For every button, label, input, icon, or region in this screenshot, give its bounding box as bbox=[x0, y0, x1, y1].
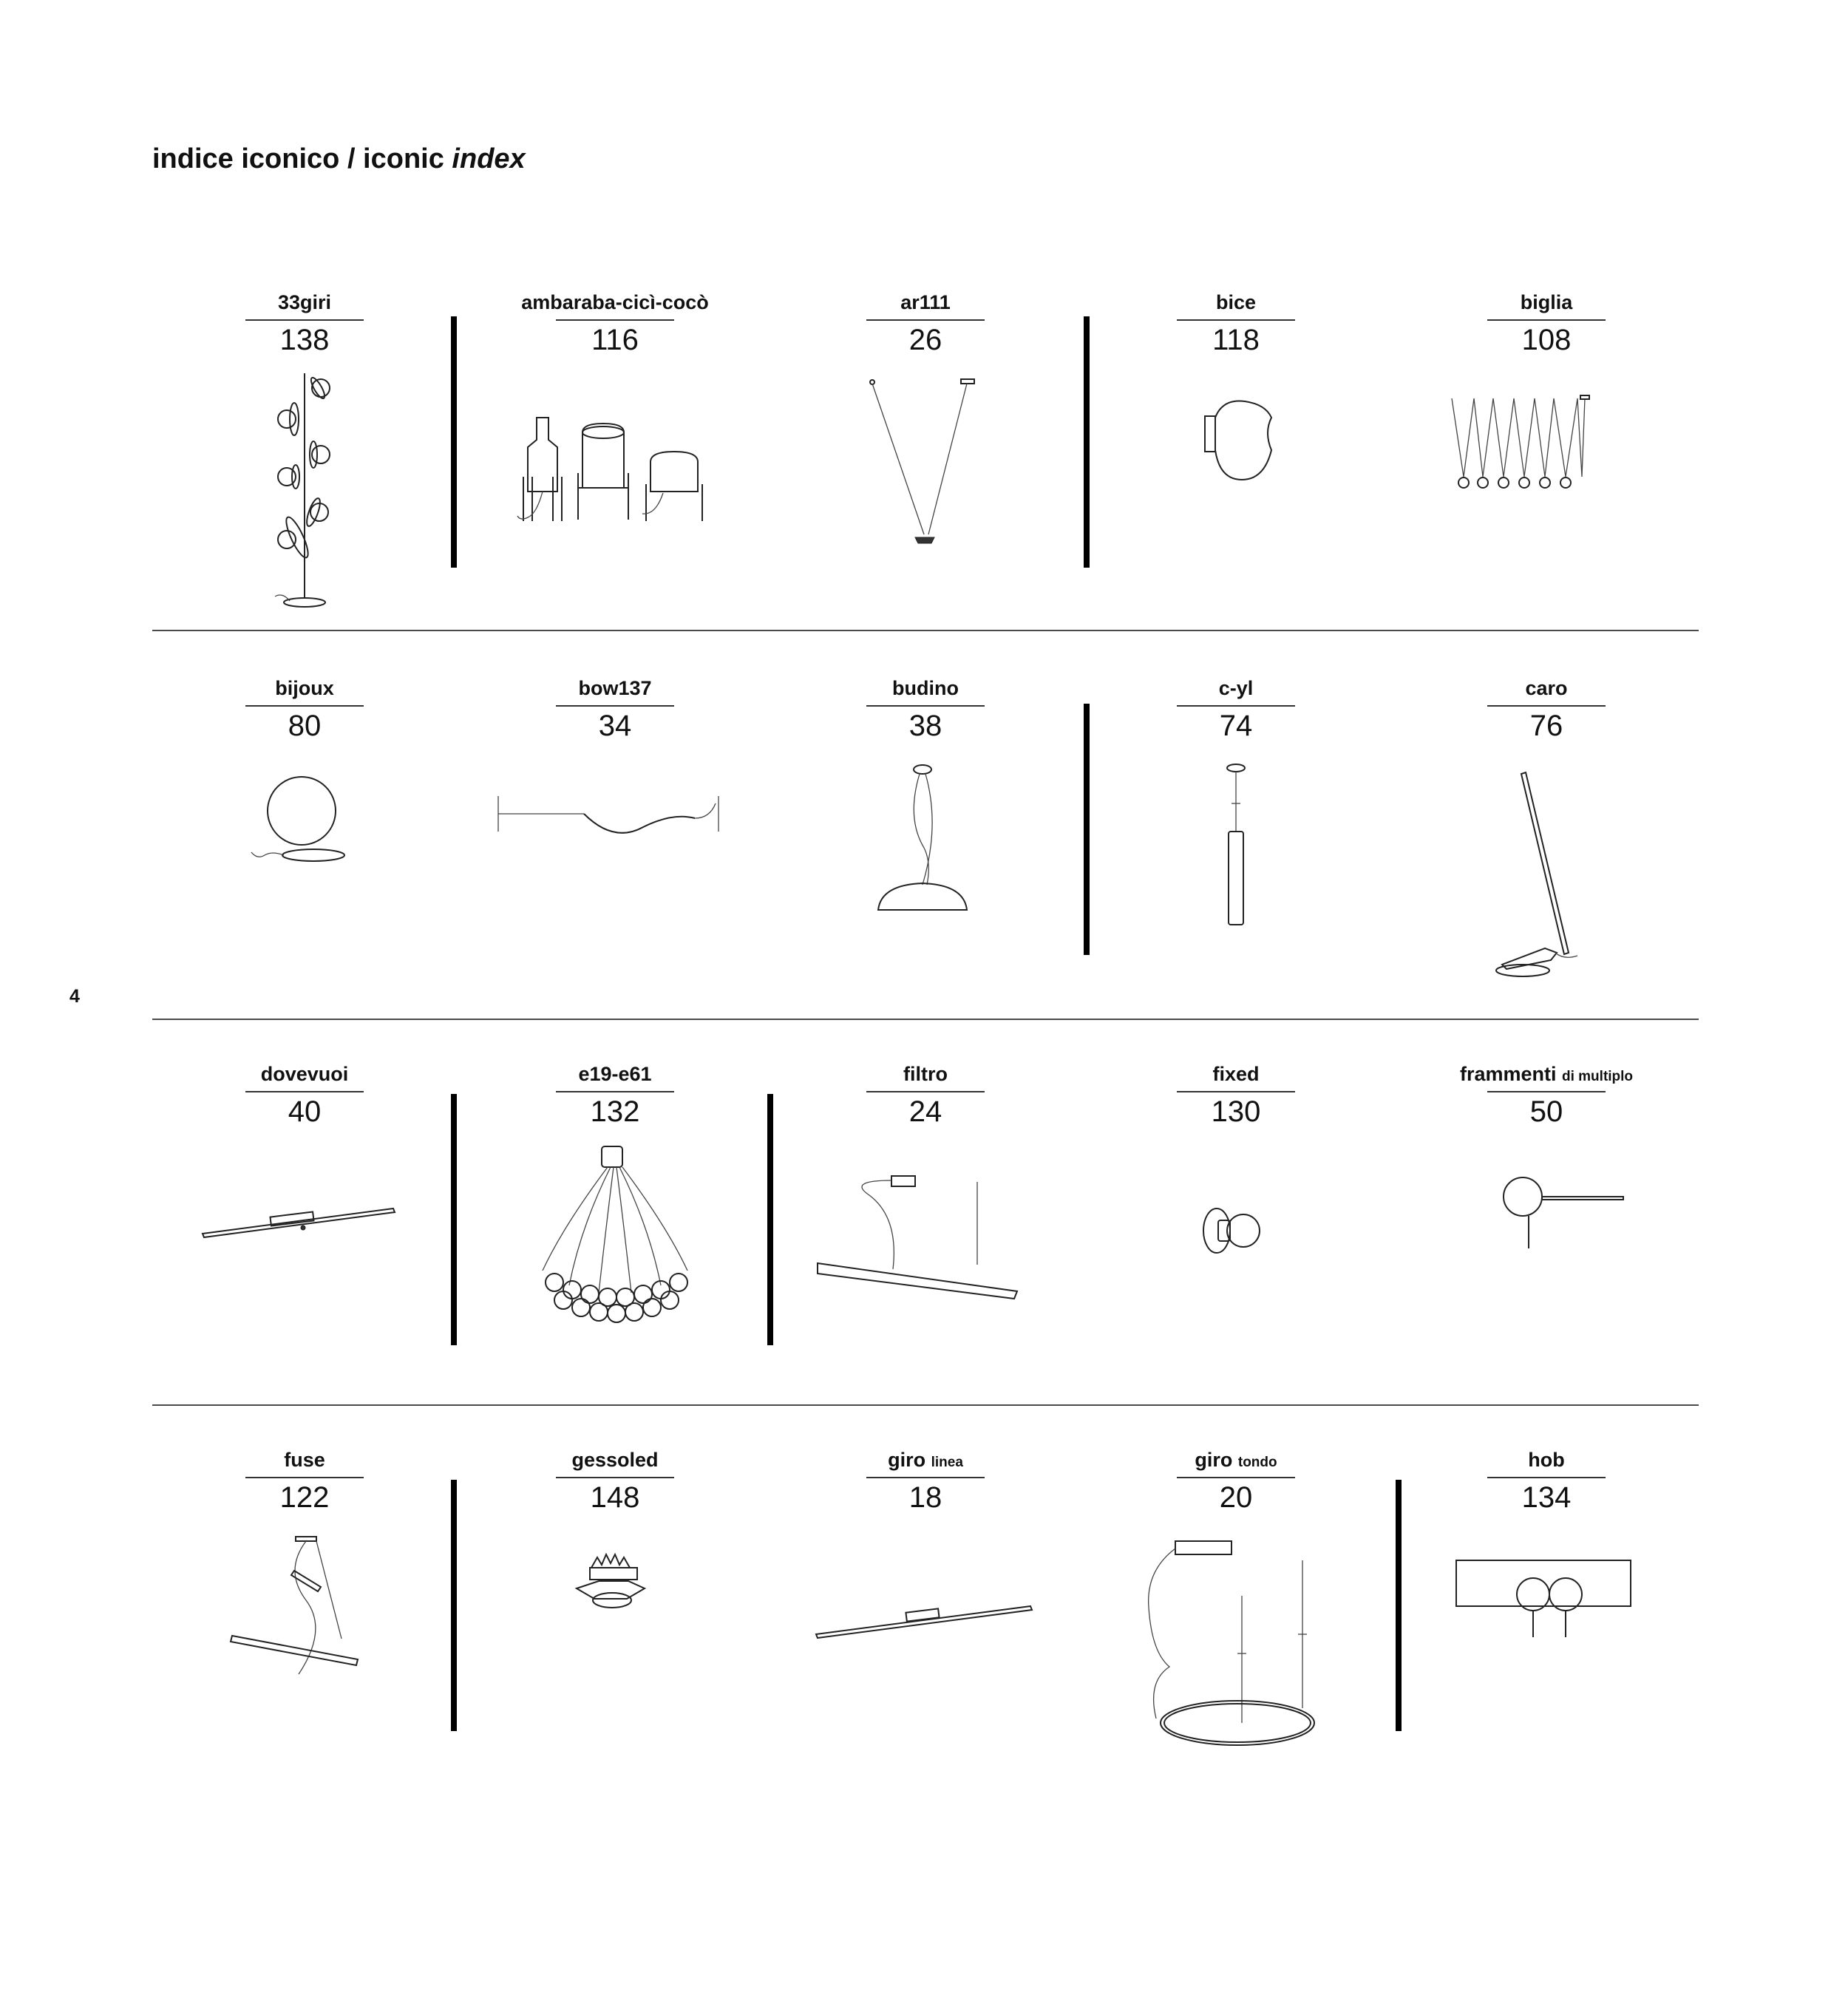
page-title bbox=[152, 143, 526, 175]
product-name: caro bbox=[1525, 677, 1568, 699]
page-reference: 122 bbox=[279, 1481, 330, 1514]
name-underline bbox=[1487, 1477, 1606, 1478]
page-reference: 130 bbox=[1211, 1095, 1261, 1128]
name-underline bbox=[1177, 319, 1295, 321]
product-name: bice bbox=[1215, 291, 1257, 313]
name-underline bbox=[556, 705, 674, 707]
wall-arc-icon bbox=[460, 752, 770, 1036]
product-entry[interactable] bbox=[1391, 1446, 1702, 1808]
product-entry[interactable] bbox=[460, 288, 770, 650]
product-name: dovevuoi bbox=[260, 1063, 349, 1085]
product-entry[interactable] bbox=[1081, 674, 1391, 1036]
page-reference: 18 bbox=[908, 1481, 942, 1514]
product-entry[interactable] bbox=[1391, 1060, 1702, 1422]
name-underline bbox=[1177, 705, 1295, 707]
product-entry[interactable] bbox=[1391, 288, 1702, 650]
product-name: ambaraba-cicì-cocò bbox=[521, 291, 709, 313]
name-underline bbox=[1177, 1477, 1295, 1478]
wall-lamp-icon bbox=[1081, 366, 1391, 650]
product-name: giro tondo bbox=[1195, 1449, 1277, 1471]
page-reference: 26 bbox=[908, 324, 942, 356]
page-reference: 132 bbox=[590, 1095, 640, 1128]
page-reference: 50 bbox=[1529, 1095, 1563, 1128]
name-underline bbox=[556, 1091, 674, 1092]
product-entry[interactable] bbox=[460, 1060, 770, 1422]
page-reference: 38 bbox=[908, 710, 942, 742]
page-reference: 40 bbox=[288, 1095, 322, 1128]
multi-pendant-icon bbox=[1391, 366, 1702, 650]
product-name: giro linea bbox=[888, 1449, 963, 1471]
product-name: filtro bbox=[903, 1063, 948, 1085]
page-reference: 24 bbox=[908, 1095, 942, 1128]
name-underline bbox=[866, 1091, 985, 1092]
leaning-floor-lamp-icon bbox=[1391, 752, 1702, 1036]
product-name: budino bbox=[892, 677, 959, 699]
suspension-v-icon bbox=[770, 366, 1081, 650]
product-entry[interactable] bbox=[1391, 674, 1702, 1036]
recessed-spot-icon bbox=[460, 1523, 770, 1808]
bulb-wall-icon bbox=[1081, 1138, 1391, 1422]
linear-suspension-icon bbox=[770, 1138, 1081, 1422]
globe-table-lamp-icon bbox=[149, 752, 460, 1036]
product-name: frammenti di multiplo bbox=[1459, 1063, 1634, 1085]
product-entry[interactable] bbox=[770, 288, 1081, 650]
product-name: fuse bbox=[284, 1449, 325, 1471]
name-underline bbox=[1177, 1091, 1295, 1092]
product-entry[interactable] bbox=[1081, 1446, 1391, 1808]
name-underline bbox=[556, 319, 674, 321]
linear-bar-icon bbox=[770, 1523, 1081, 1808]
page-reference: 108 bbox=[1521, 324, 1572, 356]
product-name: e19-e61 bbox=[578, 1063, 652, 1085]
name-underline bbox=[245, 319, 364, 321]
page-reference: 80 bbox=[288, 710, 322, 742]
name-underline bbox=[245, 1477, 364, 1478]
product-name: bijoux bbox=[275, 677, 334, 699]
page-reference: 118 bbox=[1212, 324, 1260, 356]
name-underline bbox=[1487, 319, 1606, 321]
page-reference: 138 bbox=[279, 324, 330, 356]
name-underline bbox=[866, 705, 985, 707]
page-reference: 134 bbox=[1521, 1481, 1572, 1514]
name-underline bbox=[245, 705, 364, 707]
dome-pendant-icon bbox=[770, 752, 1081, 1036]
table-lamps-icon bbox=[460, 366, 770, 650]
product-entry[interactable] bbox=[1081, 288, 1391, 650]
product-name: gessoled bbox=[571, 1449, 659, 1471]
page-number: 4 bbox=[69, 986, 80, 1007]
title-main: indice iconico / iconic bbox=[152, 143, 452, 174]
product-entry[interactable] bbox=[770, 1060, 1081, 1422]
cylinder-pendant-icon bbox=[1081, 752, 1391, 1036]
product-name: biglia bbox=[1520, 291, 1573, 313]
product-entry[interactable] bbox=[149, 1446, 460, 1808]
panel-bulbs-icon bbox=[1391, 1523, 1702, 1808]
name-underline bbox=[1487, 1091, 1606, 1092]
bulb-cluster-icon bbox=[460, 1138, 770, 1422]
crossed-tubes-icon bbox=[149, 1523, 460, 1808]
product-name: 33giri bbox=[277, 291, 332, 313]
product-name: hob bbox=[1528, 1449, 1565, 1471]
floor-lamp-icon bbox=[149, 366, 460, 650]
product-entry[interactable] bbox=[149, 674, 460, 1036]
product-entry[interactable] bbox=[770, 674, 1081, 1036]
product-entry[interactable] bbox=[1081, 1060, 1391, 1422]
name-underline bbox=[866, 319, 985, 321]
product-entry[interactable] bbox=[770, 1446, 1081, 1808]
product-entry[interactable] bbox=[149, 288, 460, 650]
page-reference: 74 bbox=[1219, 710, 1253, 742]
product-entry[interactable] bbox=[149, 1060, 460, 1422]
name-underline bbox=[245, 1091, 364, 1092]
product-name: c-yl bbox=[1218, 677, 1254, 699]
page-reference: 20 bbox=[1219, 1481, 1253, 1514]
page-reference: 148 bbox=[590, 1481, 640, 1514]
product-entry[interactable] bbox=[460, 674, 770, 1036]
linear-wall-icon bbox=[149, 1138, 460, 1422]
page-reference: 34 bbox=[598, 710, 632, 742]
page-reference: 76 bbox=[1529, 710, 1563, 742]
name-underline bbox=[1487, 705, 1606, 707]
product-name: bow137 bbox=[578, 677, 652, 699]
product-name: ar111 bbox=[900, 291, 951, 313]
product-entry[interactable] bbox=[460, 1446, 770, 1808]
product-name: fixed bbox=[1212, 1063, 1260, 1085]
ring-suspension-icon bbox=[1081, 1523, 1391, 1808]
name-underline bbox=[866, 1477, 985, 1478]
name-underline bbox=[556, 1477, 674, 1478]
sphere-rod-icon bbox=[1391, 1138, 1702, 1422]
page-reference: 116 bbox=[591, 324, 639, 356]
title-italic: index bbox=[452, 143, 526, 174]
